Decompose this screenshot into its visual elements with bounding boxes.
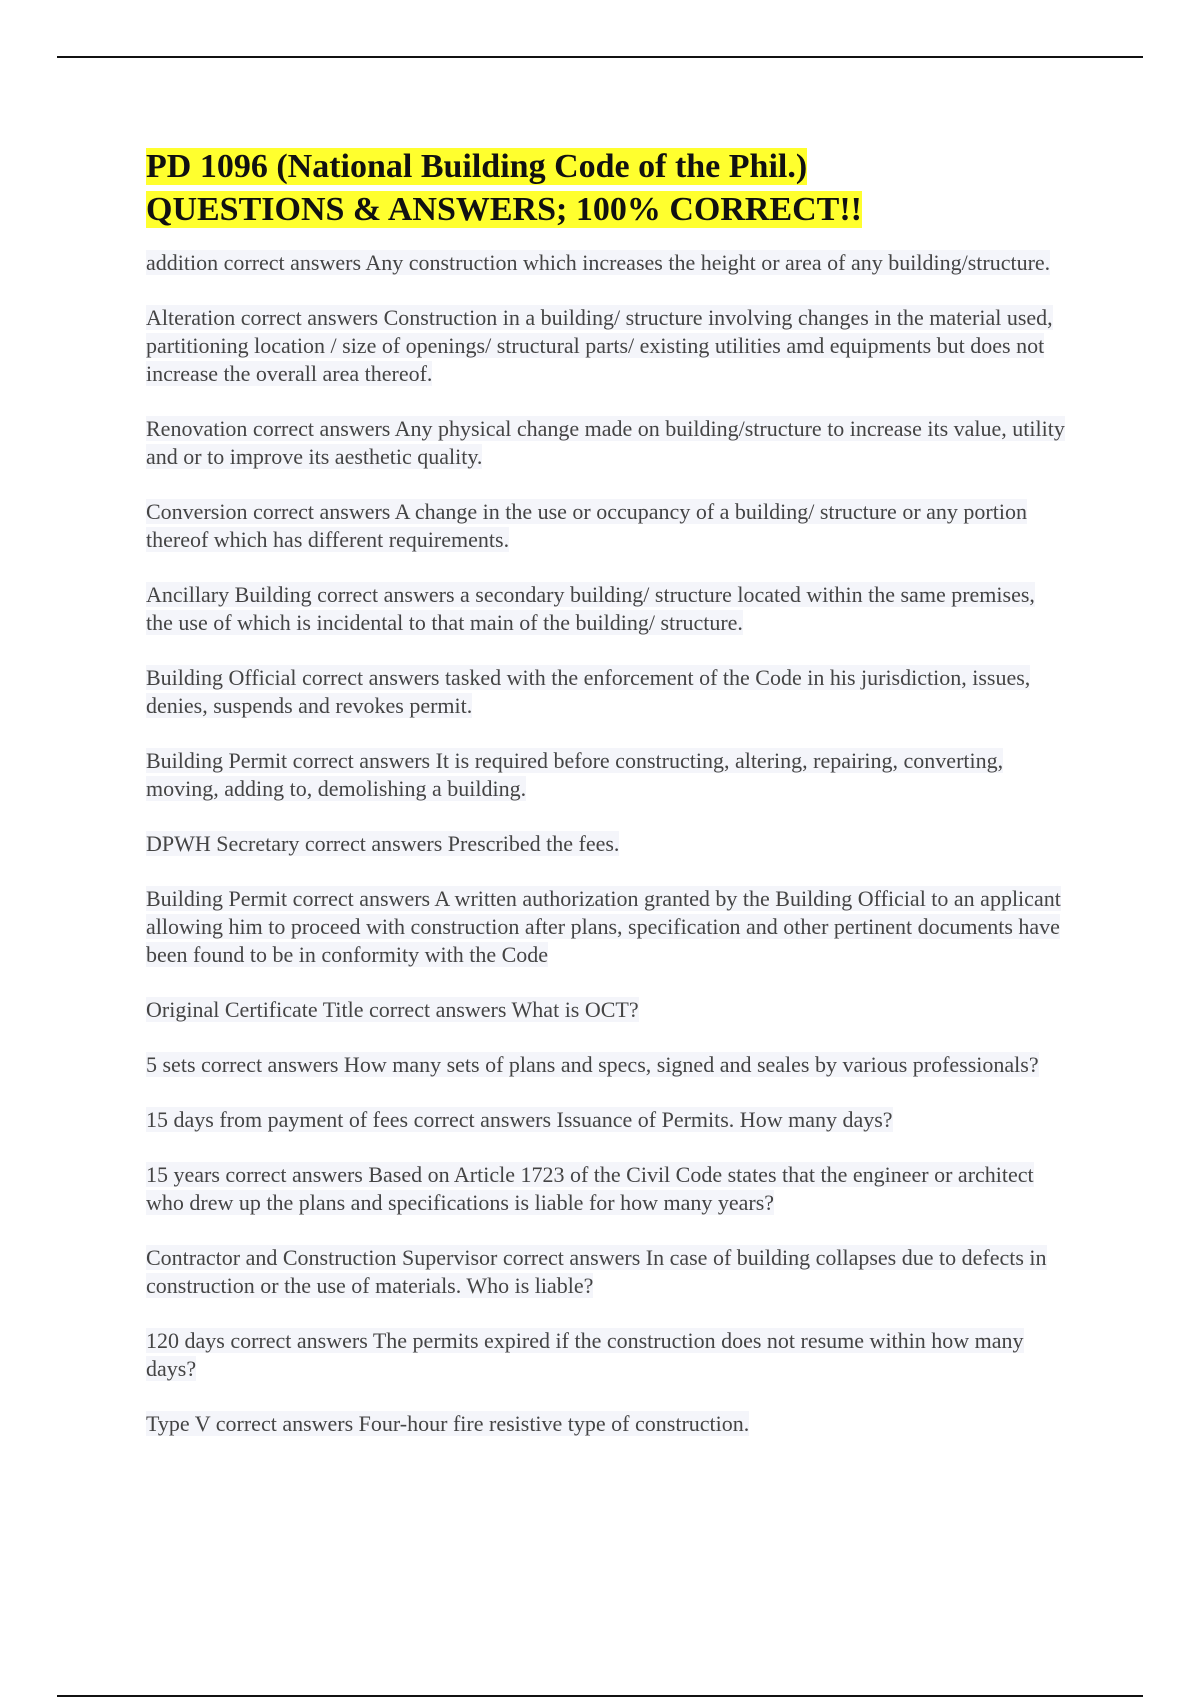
qa-entry [146, 1106, 1066, 1134]
top-rule [57, 56, 1143, 58]
document-title [146, 145, 1066, 231]
qa-entry [146, 1327, 1066, 1383]
qa-entry-text: 15 days from payment of fees correct answers Issuance of Permits. How many days? [146, 1107, 893, 1132]
bottom-rule [57, 1695, 1143, 1697]
qa-entry-text: Building Permit correct answers It is required before constructing, altering, repairing, converting, moving, adding to, demolishing a building. [146, 748, 1004, 801]
qa-entry [146, 1410, 1066, 1438]
qa-entry-text: 120 days correct answers The permits expired if the construction does not resume within how many days? [146, 1328, 1024, 1381]
title-line-1: PD 1096 (National Building Code of the Phil.) [146, 148, 808, 185]
qa-entry [146, 415, 1066, 471]
qa-entry-text: Alteration correct answers Construction in a building/ structure involving changes in the material used, partitioning location / size of openings/ structural parts/ existing utilities amd equipments but does not increase the overall area thereof. [146, 305, 1053, 386]
qa-entry-text: Original Certificate Title correct answers What is OCT? [146, 997, 639, 1022]
qa-entry-text: Conversion correct answers A change in the use or occupancy of a building/ structure or any portion thereof which has different requirements. [146, 499, 1027, 552]
qa-entry-text: Contractor and Construction Supervisor correct answers In case of building collapses due to defects in construction or the use of materials. Who is liable? [146, 1245, 1047, 1298]
qa-entry [146, 830, 1066, 858]
qa-entry [146, 747, 1066, 803]
qa-entry-text: addition correct answers Any construction which increases the height or area of any building/structure. [146, 250, 1051, 275]
qa-entry [146, 1051, 1066, 1079]
qa-entry-text: Ancillary Building correct answers a secondary building/ structure located within the same premises, the use of which is incidental to that main of the building/ structure. [146, 582, 1035, 635]
qa-entry [146, 885, 1066, 969]
qa-entry [146, 1161, 1066, 1217]
document-body [146, 145, 1066, 1465]
qa-entry [146, 304, 1066, 388]
qa-entry-text: Building Permit correct answers A written authorization granted by the Building Official to an applicant allowing him to proceed with construction after plans, specification and other pertinent documents have been found to be in conformity with the Code [146, 886, 1061, 967]
qa-entry [146, 664, 1066, 720]
qa-entry-text: Type V correct answers Four-hour fire resistive type of construction. [146, 1411, 750, 1436]
qa-entry-text: Renovation correct answers Any physical change made on building/structure to increase its value, utility and or to improve its aesthetic quality. [146, 416, 1065, 469]
qa-entry-text: 5 sets correct answers How many sets of plans and specs, signed and seales by various professionals? [146, 1052, 1039, 1077]
qa-entry-text: 15 years correct answers Based on Article 1723 of the Civil Code states that the engineer or architect who drew up the plans and specifications is liable for how many years? [146, 1162, 1034, 1215]
title-line-2: QUESTIONS & ANSWERS; 100% CORRECT!! [146, 191, 862, 228]
qa-entry [146, 581, 1066, 637]
qa-entry-text: Building Official correct answers tasked with the enforcement of the Code in his jurisdiction, issues, denies, suspends and revokes permit. [146, 665, 1031, 718]
qa-entry-text: DPWH Secretary correct answers Prescribed the fees. [146, 831, 620, 856]
qa-entry [146, 249, 1066, 277]
qa-entry [146, 1244, 1066, 1300]
qa-entry [146, 996, 1066, 1024]
qa-entry [146, 498, 1066, 554]
